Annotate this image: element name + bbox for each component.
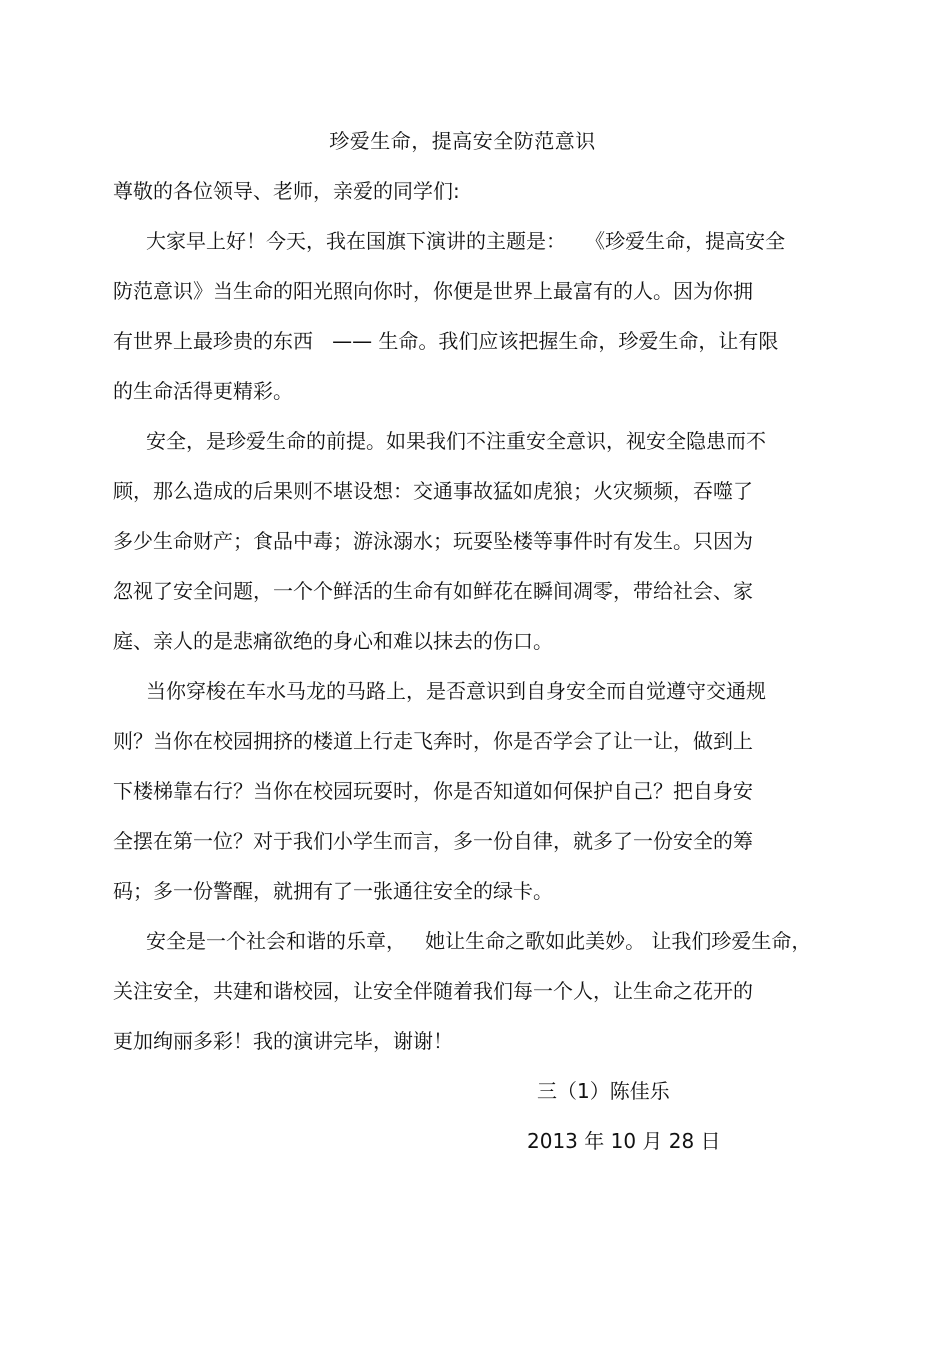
paragraph-line: 多少生命财产；食品中毒；游泳溺水；玩耍坠楼等事件时有发生。只因为 bbox=[113, 529, 753, 553]
paragraph-line: 下楼梯靠右行？当你在校园玩耍时，你是否知道如何保护自己？把自身安 bbox=[113, 779, 753, 803]
date: 2013 年 10 月 28 日 bbox=[527, 1129, 721, 1153]
paragraph-line: 关注安全，共建和谐校园，让安全伴随着我们每一个人，让生命之花开的 bbox=[113, 979, 753, 1003]
paragraph-line: 则？当你在校园拥挤的楼道上行走飞奔时，你是否学会了让一让，做到上 bbox=[113, 729, 753, 753]
paragraph-line: 有世界上最珍贵的东西 —— 生命。我们应该把握生命，珍爱生命，让有限 bbox=[113, 329, 779, 353]
paragraph-line: 忽视了安全问题，一个个鲜活的生命有如鲜花在瞬间凋零，带给社会、家 bbox=[113, 579, 753, 603]
paragraph-line: 的生命活得更精彩。 bbox=[113, 379, 293, 403]
paragraph-line: 大家早上好！今天，我在国旗下演讲的主题是： 《珍爱生命，提高安全 bbox=[146, 229, 786, 253]
paragraph-line: 当你穿梭在车水马龙的马路上，是否意识到自身安全而自觉遵守交通规 bbox=[146, 679, 766, 703]
document-title: 珍爱生命，提高安全防范意识 bbox=[329, 129, 596, 153]
paragraph-line: 庭、亲人的是悲痛欲绝的身心和难以抹去的伤口。 bbox=[113, 629, 553, 653]
paragraph-line: 防范意识》当生命的阳光照向你时，你便是世界上最富有的人。因为你拥 bbox=[113, 279, 753, 303]
salutation: 尊敬的各位领导、老师，亲爱的同学们: bbox=[113, 179, 460, 203]
signature: 三（1）陈佳乐 bbox=[537, 1079, 670, 1103]
paragraph-line: 码；多一份警醒，就拥有了一张通往安全的绿卡。 bbox=[113, 879, 553, 903]
paragraph-line: 全摆在第一位？对于我们小学生而言，多一份自律，就多了一份安全的筹 bbox=[113, 829, 753, 853]
paragraph-line: 安全是一个社会和谐的乐章， 她让生命之歌如此美妙。 让我们珍爱生命， bbox=[146, 929, 812, 953]
paragraph-line: 更加绚丽多彩！我的演讲完毕，谢谢！ bbox=[113, 1029, 453, 1053]
paragraph-line: 安全，是珍爱生命的前提。如果我们不注重安全意识，视安全隐患而不 bbox=[146, 429, 766, 453]
paragraph-line: 顾，那么造成的后果则不堪设想：交通事故猛如虎狼；火灾频频，吞噬了 bbox=[113, 479, 753, 503]
